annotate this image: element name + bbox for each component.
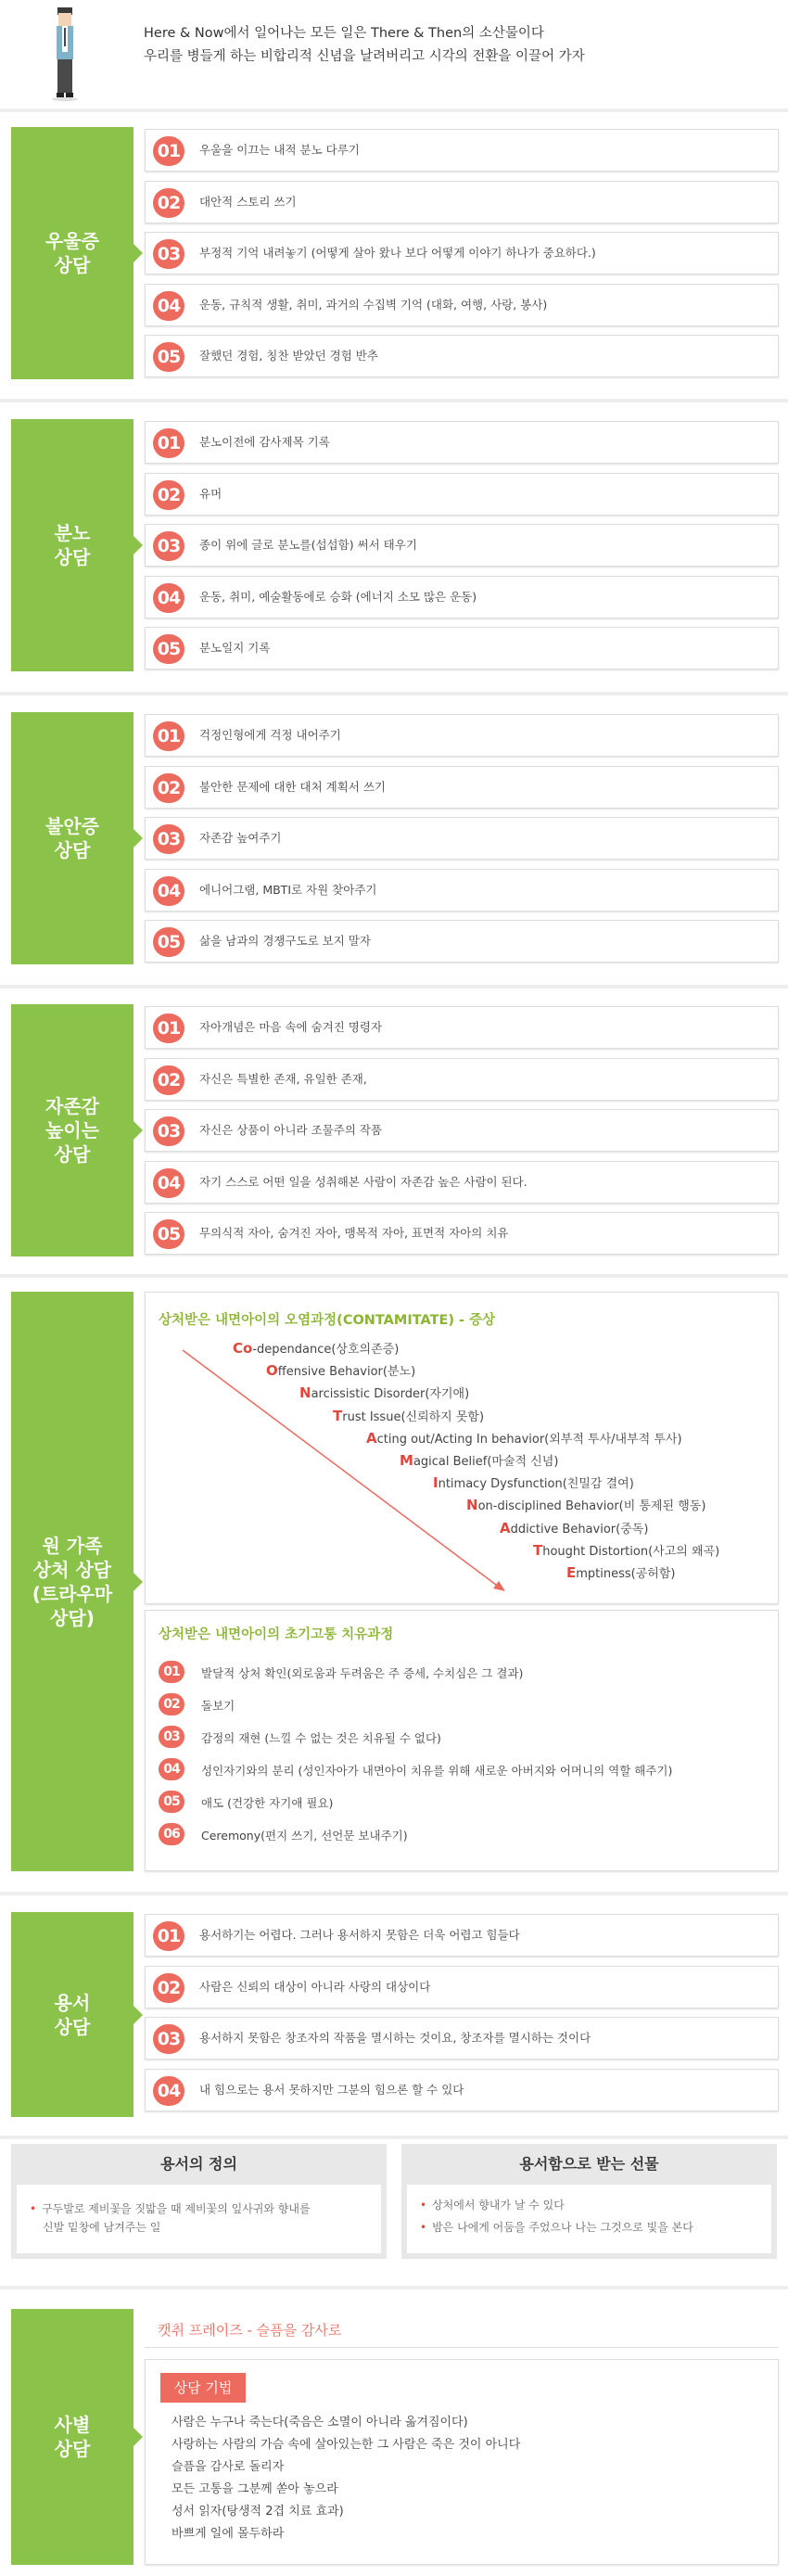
- page-header: [0, 0, 788, 107]
- chain-text: hought Distortion(사고의 왜곡): [542, 1544, 720, 1559]
- forgive-gift-title: 용서함으로 받는 선물: [519, 2155, 659, 2173]
- item-text: 분노일지 기록: [199, 641, 271, 655]
- divider: [0, 985, 788, 988]
- list-item: [145, 1109, 779, 1152]
- item-text: 자존감 높여주기: [199, 831, 282, 845]
- bullet-icon: •: [420, 2221, 427, 2234]
- list-item: [145, 627, 779, 670]
- method-item: 사람은 누구나 죽는다(죽음은 소멸이 아니라 옮겨짐이다): [172, 2416, 468, 2429]
- definition-text: 구두발로 제비꽃을 짓밟을 때 제비꽃의 잎사귀와 향내를: [42, 2202, 311, 2215]
- number-badge: 04: [153, 876, 184, 906]
- item-text: 잘했던 경험, 칭찬 받았던 경험 반추: [199, 349, 378, 363]
- step-number-badge: 02: [159, 1693, 184, 1715]
- divider: [0, 108, 788, 112]
- counseling-section: [11, 127, 779, 379]
- number-badge: 04: [153, 583, 184, 613]
- chain-item: [500, 1519, 648, 1537]
- item-text: 우울을 이끄는 내적 분노 다루기: [199, 143, 360, 157]
- number-badge: 03: [153, 824, 184, 854]
- item-text: 내 힘으로는 용서 못하지만 그분의 힘으론 할 수 있다: [199, 2082, 464, 2097]
- definition-line: 신발 밑창에 남겨주는 일: [43, 2221, 161, 2234]
- step-number-badge: 03: [159, 1726, 184, 1748]
- number-badge: 02: [153, 1065, 184, 1095]
- item-text: 에니어그램, MBTI로 자원 찾아주기: [199, 882, 377, 897]
- number-badge: 05: [153, 342, 184, 372]
- list-item: [145, 869, 779, 912]
- header-text: [144, 22, 585, 69]
- number-badge: 02: [153, 480, 184, 510]
- list-item: [145, 181, 779, 223]
- list-item: [145, 2017, 779, 2060]
- chain-letter: T: [333, 1407, 343, 1424]
- list-item: [145, 524, 779, 567]
- chain-item: [299, 1384, 469, 1401]
- list-item: [145, 576, 779, 618]
- chain-item: [400, 1451, 558, 1469]
- section-label: 불안증 상담: [11, 712, 133, 964]
- number-badge: 04: [153, 2076, 184, 2106]
- chain-letter: Co: [233, 1340, 253, 1357]
- item-text: 자신은 상품이 아니라 조물주의 작품: [199, 1123, 383, 1137]
- list-item: [145, 473, 779, 516]
- divider: [0, 692, 788, 695]
- gift-text: 밤은 나에게 어둠을 주었으나 나는 그것으로 빛을 본다: [432, 2221, 693, 2234]
- list-item: [145, 714, 779, 757]
- method-item: 모든 고통을 그분께 쏟아 놓으라: [172, 2482, 338, 2496]
- divider: [0, 399, 788, 402]
- method-item: 사랑하는 사람의 가슴 속에 살아있는한 그 사람은 죽은 것이 아니다: [172, 2438, 521, 2452]
- number-badge: 03: [153, 239, 184, 269]
- step-number-badge: 01: [159, 1661, 184, 1683]
- item-text: 자아개념은 마음 속에 숨겨진 명령자: [199, 1020, 383, 1034]
- step-text: 성인자기와의 분리 (성인자아가 내면아이 치유를 위해 새로운 아버지와 어머니의 역할 해주기): [201, 1764, 673, 1778]
- gift-line: [420, 2218, 693, 2237]
- chain-item: [466, 1496, 705, 1513]
- definitions-section: [11, 2144, 779, 2259]
- section-label: 사별 상담: [11, 2309, 133, 2565]
- chain-text: ntimacy Dysfunction(친밀감 결여): [438, 1477, 634, 1492]
- method-panel: [145, 2359, 779, 2565]
- item-text: 운동, 취미, 예술활동에로 승화 (에너지 소모 많은 운동): [199, 589, 477, 604]
- number-badge: 05: [153, 927, 184, 957]
- chain-text: on-disciplined Behavior(비 통제된 행동): [477, 1499, 706, 1514]
- number-badge: 05: [153, 634, 184, 664]
- chain-text: ddictive Behavior(중독): [510, 1522, 649, 1537]
- chain-letter: N: [299, 1384, 311, 1402]
- list-item: [145, 335, 779, 377]
- chain-item: [366, 1429, 682, 1447]
- healing-panel: [145, 1610, 779, 1871]
- step-text: 발달적 상처 확인(외로움과 두려움은 주 증세, 수치심은 그 결과): [201, 1666, 524, 1680]
- step-text: 애도 (건강한 자기애 필요): [201, 1796, 334, 1810]
- item-text: 무의식적 자아, 숨겨진 자아, 맹목적 자아, 표면적 자아의 치유: [199, 1226, 509, 1240]
- gift-line: [420, 2196, 565, 2214]
- method-item: 슬픔을 감사로 돌리자: [172, 2460, 285, 2474]
- number-badge: 02: [153, 188, 184, 218]
- item-text: 걱정인형에게 걱정 내어주기: [199, 728, 341, 742]
- list-item: [145, 129, 779, 172]
- contamination-title: 상처받은 내면아이의 오염과정(CONTAMITATE) - 증상: [159, 1313, 496, 1328]
- section-label: 분노 상담: [11, 419, 133, 671]
- counseling-section: [11, 1912, 779, 2117]
- gift-text: 상처에서 향내가 날 수 있다: [432, 2199, 565, 2212]
- chain-letter: M: [400, 1452, 413, 1469]
- chain-text: arcissistic Disorder(자기애): [311, 1387, 470, 1402]
- number-badge: 01: [153, 1014, 184, 1043]
- number-badge: 01: [153, 136, 184, 166]
- healing-title: 상처받은 내면아이의 초기고통 치유과정: [159, 1627, 394, 1642]
- divider: [0, 2136, 788, 2139]
- step-number-badge: 06: [159, 1823, 184, 1845]
- list-item: [145, 1212, 779, 1255]
- list-item: [145, 2069, 779, 2111]
- list-item: [145, 284, 779, 326]
- bullet-icon: •: [30, 2202, 37, 2215]
- item-text: 종이 위에 글로 분노를(섭섭함) 써서 태우기: [199, 538, 417, 552]
- chain-text: -dependance(상호의존증): [252, 1343, 400, 1357]
- number-badge: 05: [153, 1219, 184, 1249]
- item-text: 삶을 남과의 경쟁구도로 보지 말자: [199, 934, 371, 948]
- number-badge: 02: [153, 1973, 184, 2003]
- item-text: 불안한 문제에 대한 대처 계획서 쓰기: [199, 779, 386, 794]
- forgive-gift-box: [401, 2144, 777, 2259]
- counseling-section: [11, 1004, 779, 1256]
- number-badge: 04: [153, 1168, 184, 1198]
- step-text: Ceremony(편지 쓰기, 선언문 보내주기): [201, 1829, 408, 1843]
- contamination-panel: [145, 1292, 779, 1604]
- list-item: [145, 421, 779, 464]
- step-text: 감정의 재현 (느낄 수 없는 것은 치유될 수 없다): [201, 1731, 441, 1745]
- chain-text: rust Issue(신뢰하지 못함): [342, 1409, 485, 1424]
- forgive-gift-body: [407, 2185, 771, 2253]
- number-badge: 04: [153, 291, 184, 321]
- list-item: [145, 766, 779, 809]
- step-number-badge: 05: [159, 1791, 184, 1813]
- chain-item: [233, 1339, 399, 1357]
- counseling-section: [11, 419, 779, 671]
- header-line-1: Here & Now에서 일어나는 모든 일은 There & Then의 소산물이다: [144, 26, 544, 41]
- chain-letter: T: [533, 1541, 543, 1559]
- section-label: 자존감 높이는 상담: [11, 1004, 133, 1256]
- item-text: 분노이전에 감사제목 기록: [199, 435, 330, 449]
- number-badge: 01: [153, 428, 184, 458]
- list-item: [145, 1006, 779, 1049]
- definition-line: [30, 2200, 311, 2218]
- divider: [0, 1892, 788, 1895]
- list-item: [145, 1966, 779, 2009]
- number-badge: 03: [153, 531, 184, 561]
- chain-letter: A: [366, 1429, 377, 1447]
- number-badge: 02: [153, 773, 184, 803]
- method-item: 성서 읽자(탕생적 2겹 치료 효과): [172, 2505, 344, 2519]
- divider: [0, 1274, 788, 1278]
- chain-item: [333, 1407, 484, 1424]
- step-number-badge: 04: [159, 1758, 184, 1780]
- chain-text: ffensive Behavior(분노): [277, 1365, 416, 1380]
- list-item: [145, 1161, 779, 1204]
- item-text: 유머: [199, 486, 222, 501]
- chain-text: mptiness(공허함): [576, 1567, 676, 1581]
- chain-letter: E: [566, 1564, 577, 1581]
- section-label: 원 가족 상처 상담 (트라우마 상담): [11, 1292, 133, 1871]
- trauma-section: [11, 1292, 779, 1871]
- chain-item: [533, 1541, 719, 1559]
- catchphrase-text: 캣취 프레이즈 - 슬픔을 감사로: [158, 2322, 342, 2339]
- item-text: 사람은 신뢰의 대상이 아니라 사랑의 대상이다: [199, 1979, 431, 1994]
- list-item: [145, 920, 779, 963]
- number-badge: 03: [153, 1116, 184, 1146]
- chain-item: [433, 1473, 634, 1491]
- list-item: [145, 817, 779, 860]
- chain-letter: A: [500, 1519, 511, 1537]
- catchphrase-row: [145, 2309, 779, 2348]
- chain-letter: N: [466, 1497, 478, 1514]
- number-badge: 01: [153, 721, 184, 751]
- header-line-2: 우리를 병들게 하는 비합리적 신념을 날려버리고 시각의 전환을 이끌어 가자: [144, 49, 585, 64]
- counseling-section: [11, 712, 779, 964]
- item-text: 자신은 특별한 존재, 유일한 존재,: [199, 1071, 367, 1086]
- item-text: 대안적 스토리 쓰기: [199, 194, 297, 209]
- item-text: 부정적 기억 내려놓기 (어떻게 살아 왔나 보다 어떻게 이야기 하나가 중요하다.): [199, 246, 596, 260]
- chain-text: cting out/Acting In behavior(외부적 투사/내부적 투사): [376, 1432, 682, 1447]
- item-text: 자기 스스로 어떤 일을 성취해본 사람이 자존감 높은 사람이 된다.: [199, 1174, 527, 1189]
- forgive-definition-title: 용서의 정의: [160, 2155, 237, 2173]
- forgive-definition-box: [11, 2144, 387, 2259]
- chain-text: agical Belief(마술적 신념): [413, 1455, 559, 1469]
- section-label: 우울증 상담: [11, 127, 133, 379]
- list-item: [145, 1914, 779, 1957]
- item-text: 운동, 규칙적 생활, 취미, 과거의 수집벽 기억 (대화, 여행, 사랑, 봉사): [199, 297, 548, 312]
- number-badge: 03: [153, 2024, 184, 2054]
- bullet-icon: •: [420, 2199, 427, 2212]
- method-tag: 상담 기법: [160, 2373, 246, 2403]
- section-label: 용서 상담: [11, 1912, 133, 2117]
- list-item: [145, 1058, 779, 1101]
- grief-section: [11, 2309, 779, 2565]
- person-avatar-icon: [51, 7, 79, 102]
- item-text: 용서하지 못함은 창조자의 작품을 멸시하는 것이요, 창조자를 멸시하는 것이다: [199, 2031, 591, 2045]
- forgive-definition-body: [17, 2185, 381, 2253]
- item-text: 용서하기는 어렵다. 그러나 용서하지 못함은 더욱 어렵고 힘들다: [199, 1928, 520, 1942]
- chain-letter: O: [266, 1362, 278, 1380]
- list-item: [145, 232, 779, 274]
- step-text: 돌보기: [201, 1699, 235, 1713]
- chain-letter: I: [433, 1474, 438, 1492]
- divider: [0, 2286, 788, 2289]
- method-item: 바쁘게 일에 몰두하라: [172, 2527, 285, 2541]
- number-badge: 01: [153, 1921, 184, 1951]
- chain-item: [566, 1563, 675, 1581]
- chain-item: [266, 1361, 415, 1379]
